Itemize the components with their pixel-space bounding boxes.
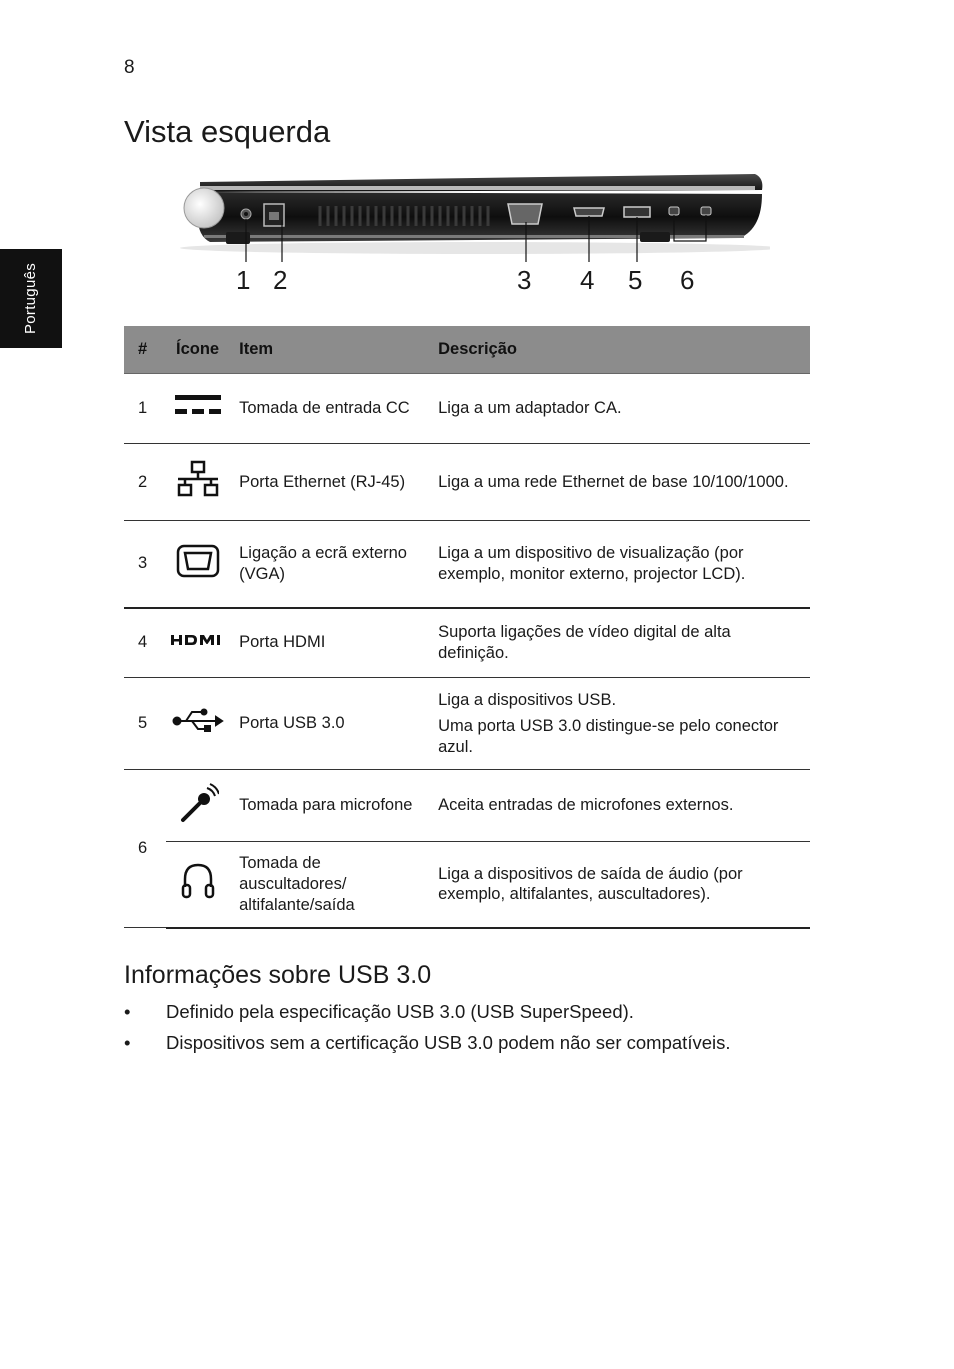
row-item: Tomada de auscultadores/ altifalante/saída [229,842,428,928]
callout-number: 3 [517,265,532,295]
row-number: 5 [124,678,166,770]
header-number: # [124,326,166,374]
usb-section-title: Informações sobre USB 3.0 [124,961,432,989]
row-description: Liga a um dispositivo de visualização (por exemplo, monitor externo, projector LCD). [428,521,810,608]
row-number: 4 [124,608,166,678]
microphone-icon [177,782,219,824]
table-row [124,608,810,678]
callout-number: 2 [273,265,288,295]
row-description: Liga a uma rede Ethernet de base 10/100/1000. [428,444,810,521]
row-description: Liga a dispositivos USB. Uma porta USB 3.0 distingue-se pelo conector azul. [428,678,810,770]
callout-number: 1 [236,265,251,295]
row-description: Liga a dispositivos de saída de áudio (por exemplo, altifalantes, auscultadores). [428,842,810,928]
list-item: • Dispositivos sem a certificação USB 3.0 podem não ser compatíveis. [124,1029,731,1060]
page-title: Vista esquerda [124,114,331,149]
header-description: Descrição [428,326,810,374]
list-item: • Definido pela especificação USB 3.0 (USB SuperSpeed). [124,998,731,1029]
table-row [124,678,810,770]
row-item: Tomada para microfone [229,770,428,842]
table-row [124,842,810,928]
callout-number: 5 [628,265,643,295]
header-item: Item [229,326,428,374]
table-header-row [124,326,810,374]
table-row [124,770,810,842]
row-item: Porta Ethernet (RJ-45) [229,444,428,521]
callout-number: 4 [580,265,595,295]
row-item: Porta USB 3.0 [229,678,428,770]
language-label: Português [22,262,40,335]
ports-table [124,326,810,929]
callout-number: 6 [680,265,695,295]
language-side-tab [0,249,62,348]
ethernet-icon [175,460,221,498]
table-row [124,374,810,444]
row-number: 6 [124,770,166,928]
row-number: 3 [124,521,166,608]
dc-in-icon [173,392,223,420]
laptop-left-side-illustration [170,162,770,262]
page-number: 8 [124,57,135,78]
row-number: 1 [124,374,166,444]
header-icon: Ícone [166,326,229,374]
row-item: Tomada de entrada CC [229,374,428,444]
row-item: Ligação a ecrã externo (VGA) [229,521,428,608]
usb-bullet-list [124,998,731,1060]
row-description: Suporta ligações de vídeo digital de alta definição. [428,608,810,678]
row-description: Liga a um adaptador CA. [428,374,810,444]
row-number: 2 [124,444,166,521]
row-description: Aceita entradas de microfones externos. [428,770,810,842]
table-row [124,521,810,608]
hdmi-icon [170,633,226,647]
usb-icon [172,707,224,735]
headphones-icon [180,861,216,901]
table-row [124,444,810,521]
vga-icon [176,544,220,578]
row-item: Porta HDMI [229,608,428,678]
